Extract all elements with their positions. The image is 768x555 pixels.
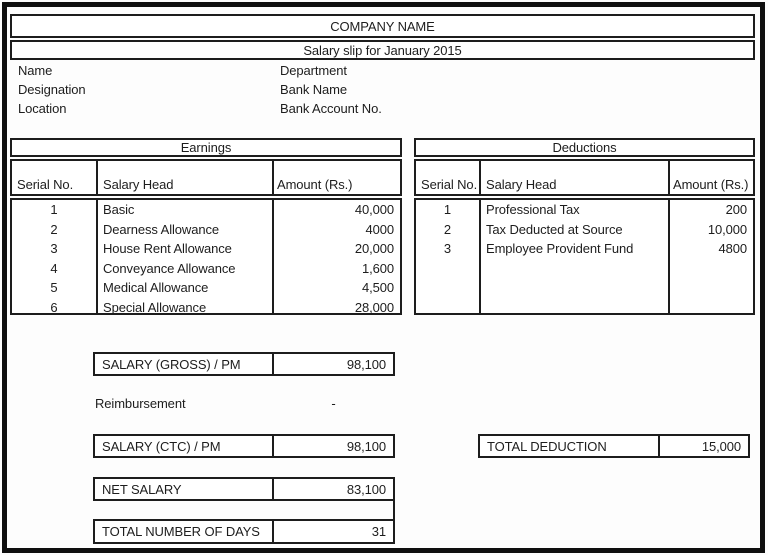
- earnings-row-5-serial: 5: [50, 280, 58, 295]
- deductions-col-divider-1: [479, 161, 481, 194]
- bank-name-label: Bank Name: [280, 82, 348, 97]
- deductions-row-1-serial: 1: [443, 202, 452, 217]
- deductions-col-serial: Serial No.: [421, 177, 478, 192]
- earnings-row-2-serial: 2: [50, 221, 58, 237]
- deductions-row-3-amount: 4800: [718, 241, 747, 256]
- earnings-row-4-head: Conveyance Allowance: [103, 260, 236, 276]
- deductions-col-head: Salary Head: [486, 177, 557, 192]
- net-salary-label: NET SALARY: [102, 481, 182, 497]
- company-name: COMPANY NAME: [330, 18, 435, 34]
- net-salary-divider: [272, 479, 274, 499]
- deductions-row-2-amount: 10,000: [707, 221, 747, 237]
- gross-salary-divider: [272, 354, 274, 374]
- location-label: Location: [18, 101, 67, 116]
- net-salary-box: [93, 477, 395, 501]
- bank-account-label: Bank Account No.: [280, 101, 382, 116]
- earnings-row-3: [12, 239, 400, 259]
- info-row-3: [0, 101, 768, 120]
- earnings-row-5-head: Medical Allowance: [103, 280, 209, 295]
- earnings-col-serial: Serial No.: [17, 177, 74, 192]
- total-deduction-divider: [658, 436, 660, 456]
- earnings-row-1-amount: 40,000: [354, 202, 394, 217]
- deductions-row-1: [416, 200, 753, 220]
- deductions-row-1-amount: 200: [725, 202, 747, 217]
- earnings-row-5: [12, 278, 400, 298]
- earnings-row-2: [12, 220, 400, 240]
- info-row-2: [0, 82, 768, 101]
- ctc-salary-box: [93, 434, 395, 458]
- deductions-row-2-head: Tax Deducted at Source: [486, 221, 623, 237]
- total-days-box: [93, 519, 395, 544]
- total-days-divider: [272, 521, 274, 542]
- ctc-salary-divider: [272, 436, 274, 456]
- deductions-row-3: [416, 239, 753, 259]
- earnings-col-divider-2: [272, 161, 274, 194]
- earnings-row-2-amount: 4000: [365, 221, 394, 237]
- total-days-label: TOTAL NUMBER OF DAYS: [102, 524, 260, 539]
- total-deduction-label: TOTAL DEDUCTION: [487, 438, 607, 454]
- net-salary-value: 83,100: [346, 481, 386, 497]
- deductions-row-2: [416, 220, 753, 240]
- earnings-row-3-amount: 20,000: [354, 241, 394, 256]
- department-label: Department: [280, 63, 347, 78]
- earnings-row-1-head: Basic: [103, 202, 135, 217]
- total-deduction-box: [478, 434, 750, 458]
- earnings-row-6-serial: 6: [50, 299, 58, 315]
- deductions-col-amount: Amount (Rs.): [673, 177, 749, 192]
- total-deduction-value: 15,000: [701, 438, 741, 454]
- earnings-col-head: Salary Head: [103, 177, 174, 192]
- deductions-row-3-serial: 3: [443, 241, 452, 256]
- earnings-row-6-amount: 28,000: [354, 299, 394, 315]
- reimbursement-value: -: [331, 396, 336, 411]
- slip-title-box: [10, 40, 755, 60]
- gross-salary-value: 98,100: [346, 356, 386, 372]
- earnings-row-2-head: Dearness Allowance: [103, 221, 219, 237]
- earnings-row-4-amount: 1,600: [361, 260, 394, 276]
- earnings-body: [10, 198, 402, 315]
- earnings-row-4: [12, 259, 400, 279]
- designation-label: Designation: [18, 82, 86, 97]
- deductions-row-2-serial: 2: [443, 221, 452, 237]
- earnings-row-4-serial: 4: [50, 260, 58, 276]
- deductions-row-1-head: Professional Tax: [486, 202, 580, 217]
- earnings-row-6: [12, 298, 400, 318]
- net-salary-gap-right-border: [393, 501, 395, 519]
- earnings-title: Earnings: [180, 140, 232, 155]
- earnings-row-6-head: Special Allowance: [103, 299, 207, 315]
- deductions-column-header: [414, 159, 755, 196]
- deductions-title: Deductions: [552, 140, 617, 155]
- info-row-1: [0, 63, 768, 82]
- earnings-column-header: [10, 159, 402, 196]
- deductions-body: [414, 198, 755, 315]
- earnings-row-1: [12, 200, 400, 220]
- deductions-col-divider-2: [668, 161, 670, 194]
- earnings-row-1-serial: 1: [50, 202, 58, 217]
- earnings-body-divider-2: [272, 200, 274, 313]
- name-label: Name: [18, 63, 53, 78]
- gross-salary-label: SALARY (GROSS) / PM: [102, 356, 241, 372]
- deductions-row-3-head: Employee Provident Fund: [486, 241, 634, 256]
- ctc-salary-label: SALARY (CTC) / PM: [102, 438, 221, 454]
- slip-title: Salary slip for January 2015: [303, 42, 462, 58]
- total-days-value: 31: [371, 524, 386, 539]
- company-name-box: [10, 14, 755, 38]
- earnings-col-amount: Amount (Rs.): [277, 177, 353, 192]
- deductions-body-divider-2: [668, 200, 670, 313]
- earnings-row-3-head: House Rent Allowance: [103, 241, 232, 256]
- earnings-col-divider-1: [96, 161, 98, 194]
- gross-salary-box: [93, 352, 395, 376]
- earnings-row-3-serial: 3: [50, 241, 58, 256]
- reimbursement-label: Reimbursement: [95, 396, 186, 411]
- ctc-salary-value: 98,100: [346, 438, 386, 454]
- deductions-body-divider-1: [479, 200, 481, 313]
- reimbursement-row: [0, 396, 768, 415]
- deductions-title-box: [414, 138, 755, 157]
- earnings-title-box: [10, 138, 402, 157]
- earnings-body-divider-1: [96, 200, 98, 313]
- earnings-row-5-amount: 4,500: [361, 280, 394, 295]
